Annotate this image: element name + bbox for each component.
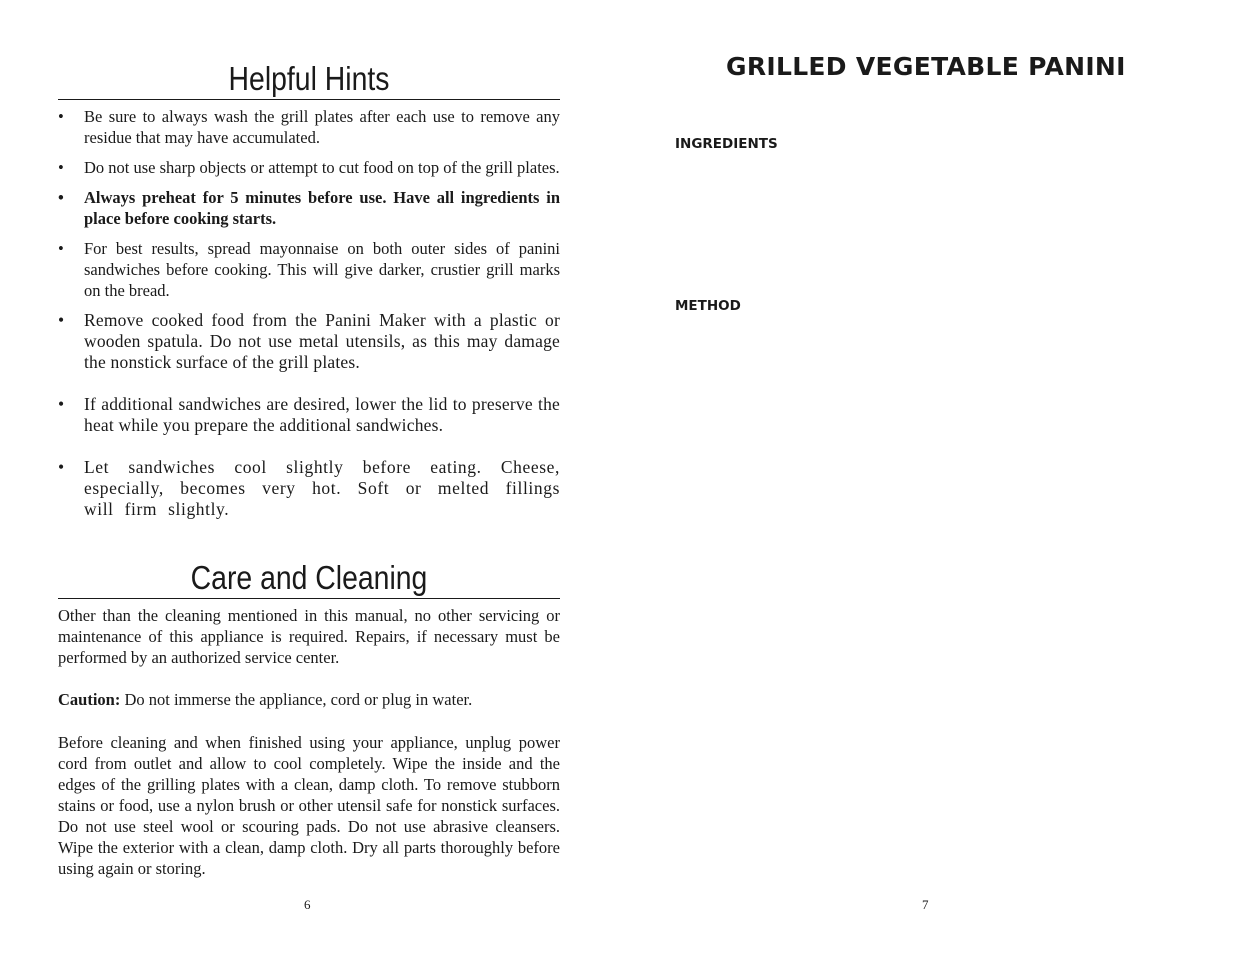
care-and-cleaning-heading: Care and Cleaning bbox=[190, 559, 428, 596]
bullet-icon: • bbox=[58, 457, 65, 477]
method-label: METHOD bbox=[675, 298, 741, 314]
list-item bbox=[58, 157, 560, 178]
hint-text: Always preheat for 5 minutes before use. Have all ingredients in place before cooking starts. bbox=[84, 188, 560, 228]
hints-list bbox=[58, 106, 560, 520]
page-number-right: 7 bbox=[922, 897, 929, 912]
care-intro-paragraph: Other than the cleaning mentioned in this manual, no other servicing or maintenance of this appliance is required. Repairs, if necessary must be performed by an authorized service center. bbox=[58, 606, 560, 667]
hint-text: Be sure to always wash the grill plates after each use to remove any residue that may have accumulated. bbox=[84, 107, 560, 147]
hint-text: If additional sandwiches are desired, lower the lid to preserve the heat while you prepare the additional sandwiches. bbox=[84, 394, 560, 435]
list-item bbox=[58, 457, 560, 520]
list-item bbox=[58, 394, 560, 436]
hint-text: For best results, spread mayonnaise on both outer sides of panini sandwiches before cooking. This will give darker, crustier grill marks on the bread. bbox=[84, 239, 560, 300]
bullet-icon: • bbox=[58, 158, 64, 177]
bullet-icon: • bbox=[58, 107, 64, 126]
helpful-hints-heading: Helpful Hints bbox=[228, 60, 390, 97]
caution-paragraph bbox=[58, 689, 560, 710]
caution-label: Caution: bbox=[58, 690, 121, 709]
hint-text: Let sandwiches cool slightly before eating. Cheese, especially, becomes very hot. Soft or melted fillings will firm slightly. bbox=[84, 457, 560, 519]
page-number-left: 6 bbox=[304, 897, 311, 912]
hint-text: Do not use sharp objects or attempt to cut food on top of the grill plates. bbox=[84, 158, 560, 177]
care-divider bbox=[58, 598, 560, 599]
bullet-icon: • bbox=[58, 188, 64, 207]
right-page bbox=[617, 0, 1235, 954]
cleaning-paragraph: Before cleaning and when finished using your appliance, unplug power cord from outlet and allow to cool completely. Wipe the inside and the edges of the grilling plates with a clean, damp cloth. To remove stubborn stains or food, use a nylon brush or other utensil safe for nonstick surfaces. Do not use steel wool or scouring pads. Do not use abrasive cleansers. Wipe the exterior with a clean, damp cloth. Dry all parts thoroughly before using again or storing. bbox=[58, 733, 560, 878]
bullet-icon: • bbox=[58, 394, 65, 414]
bullet-icon: • bbox=[58, 239, 64, 258]
list-item bbox=[58, 310, 560, 373]
list-item bbox=[58, 106, 560, 148]
left-page bbox=[58, 0, 560, 954]
bullet-icon: • bbox=[58, 310, 65, 330]
list-item bbox=[58, 238, 560, 301]
caution-text: Do not immerse the appliance, cord or plug in water. bbox=[120, 690, 473, 709]
recipe-title: GRILLED VEGETABLE PANINI bbox=[726, 52, 1126, 81]
hints-divider bbox=[58, 99, 560, 100]
list-item bbox=[58, 187, 560, 229]
ingredients-label: INGREDIENTS bbox=[675, 136, 778, 152]
hint-text: Remove cooked food from the Panini Maker with a plastic or wooden spatula. Do not use metal utensils, as this may damage the nonstick surface of the grill plates. bbox=[84, 310, 560, 372]
